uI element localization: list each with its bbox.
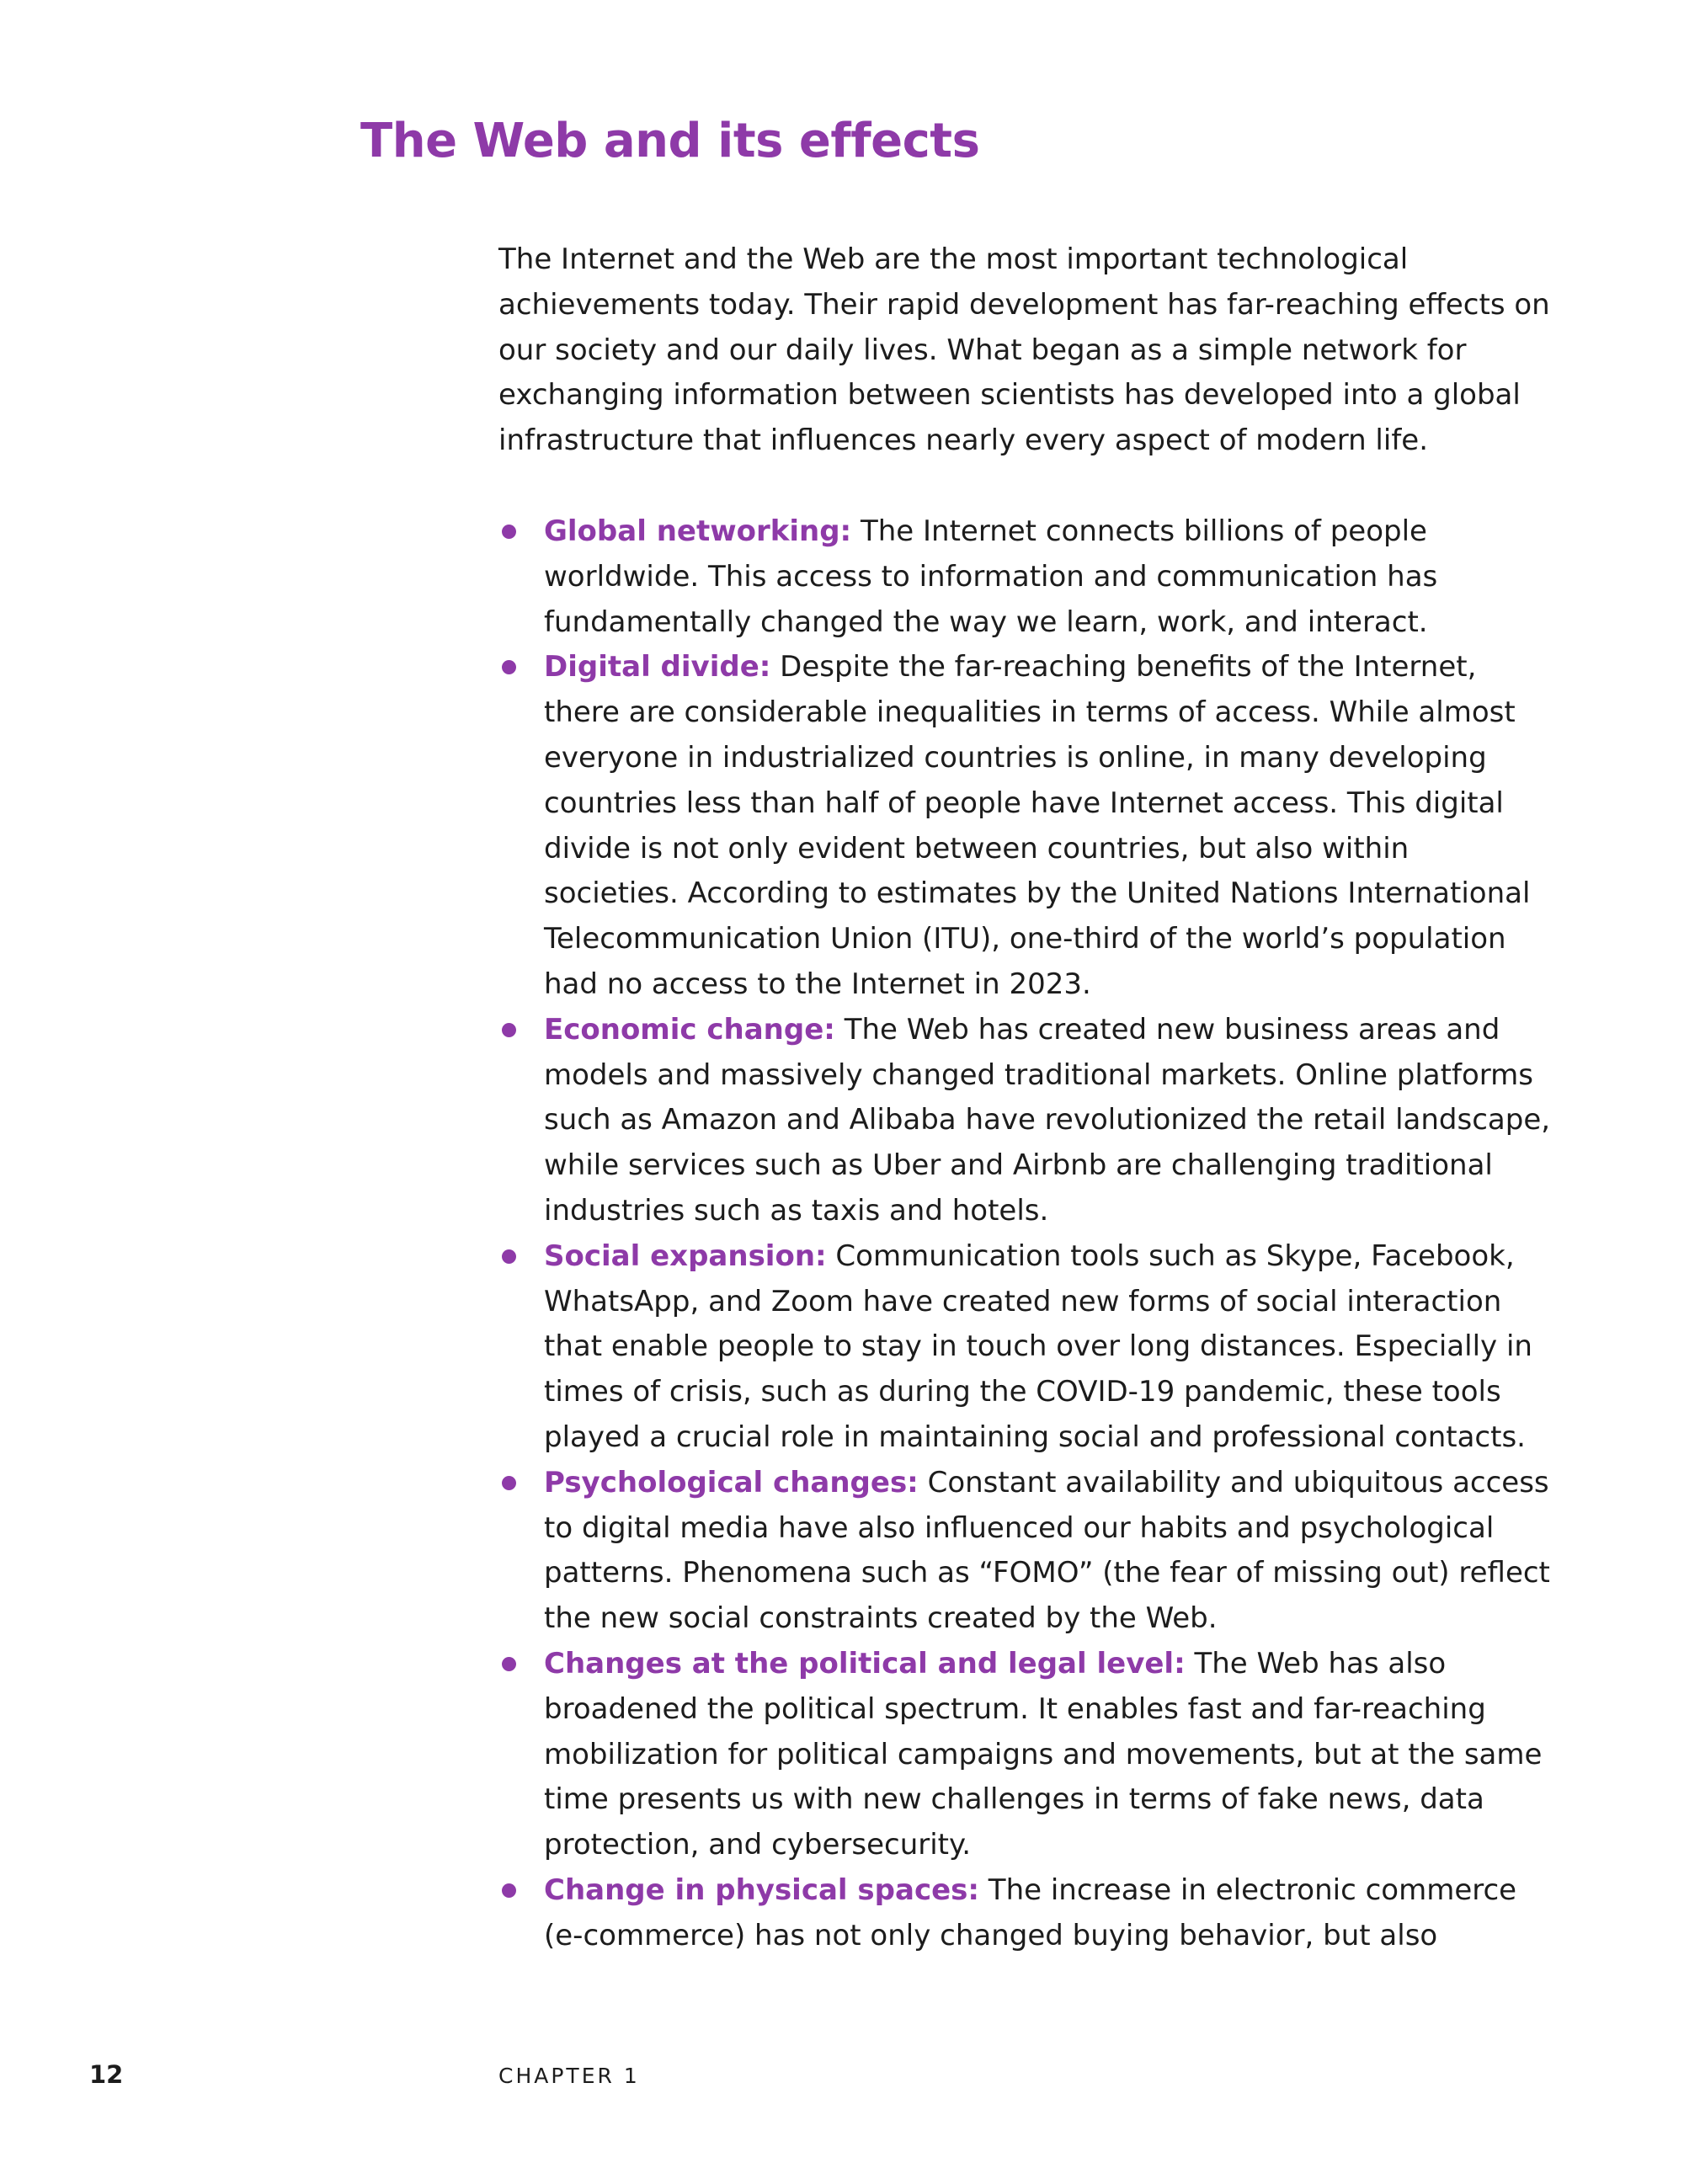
list-item-text: Communication tools such as Skype, Facebook, WhatsApp, and Zoom have created new forms of social interaction that enable people to stay in touch over long distances. Especially in times of crisis, such as during the COVID-19 pandemic, these tools played a crucial role in maintaining social and professional contacts. [544,1238,1532,1454]
bullet-icon [502,1476,516,1490]
list-item [498,1868,1551,1959]
list-item-text: The Internet connects billions of people worldwide. This access to information and communication has fundamentally changed the way we learn, work, and interact. [544,514,1438,639]
list-item-term: Changes at the political and legal level: [544,1646,1186,1681]
bullet-icon [502,1883,516,1898]
list-item-term: Social expansion: [544,1238,827,1273]
list-item-term: Digital divide: [544,650,771,684]
main-content [498,237,1551,1958]
bullet-icon [502,1023,516,1037]
list-item [498,509,1551,645]
list-item [498,1234,1551,1461]
list-item-text: The Web has also broadened the political spectrum. It enables fast and far-reaching mobilization for political campaigns and movements, but at the same time presents us with new challenges in terms of fake news, data protection, and cybersecurity. [544,1646,1543,1862]
chapter-label: CHAPTER 1 [498,2064,640,2088]
list-item [498,1642,1551,1868]
list-item-text: The Web has created new business areas and models and massively changed traditional markets. Online platforms such as Amazon and Alibaba have revolutionized the retail landscape, while services such as Uber and Airbnb are challenging traditional industries such as taxis and hotels. [544,1012,1551,1228]
bullet-icon [502,1249,516,1264]
intro-paragraph: The Internet and the Web are the most important technological achievements today. Their rapid development has far-reaching effects on our society and our daily lives. What began as a simple network for exchanging information between scientists has developed into a global infrastructure that influences nearly every aspect of modern life. [498,242,1550,458]
list-item [498,1461,1551,1642]
list-item [498,645,1551,1007]
list-item-text: Despite the far-reaching benefits of the Internet, there are considerable inequalities in terms of access. While almost everyone in industrialized countries is online, in many developing countries less than half of people have Internet access. This digital divide is not only evident between countries, but also within societies. According to estimates by the United Nations International Telecommunication Union (ITU), one-third of the world’s population had no access to the Internet in 2023. [544,650,1531,1001]
bullet-icon [502,525,516,539]
page-title: The Web and its effects [360,114,980,168]
list-item-text: The increase in electronic commerce (e-commerce) has not only changed buying behavior, but also [544,1872,1517,1952]
effects-list [498,509,1551,1959]
bullet-icon [502,1657,516,1671]
page-number: 12 [89,2060,124,2089]
list-item-term: Global networking: [544,514,852,548]
list-item-text: Constant availability and ubiquitous access to digital media have also influenced our habits and psychological patterns. Phenomena such as “FOMO” (the fear of missing out) reflect the new social constraints created by the Web. [544,1465,1550,1636]
list-item-term: Psychological changes: [544,1465,919,1500]
list-item [498,1008,1551,1234]
bullet-icon [502,660,516,674]
list-item-term: Economic change: [544,1012,835,1047]
list-item-term: Change in physical spaces: [544,1872,979,1907]
